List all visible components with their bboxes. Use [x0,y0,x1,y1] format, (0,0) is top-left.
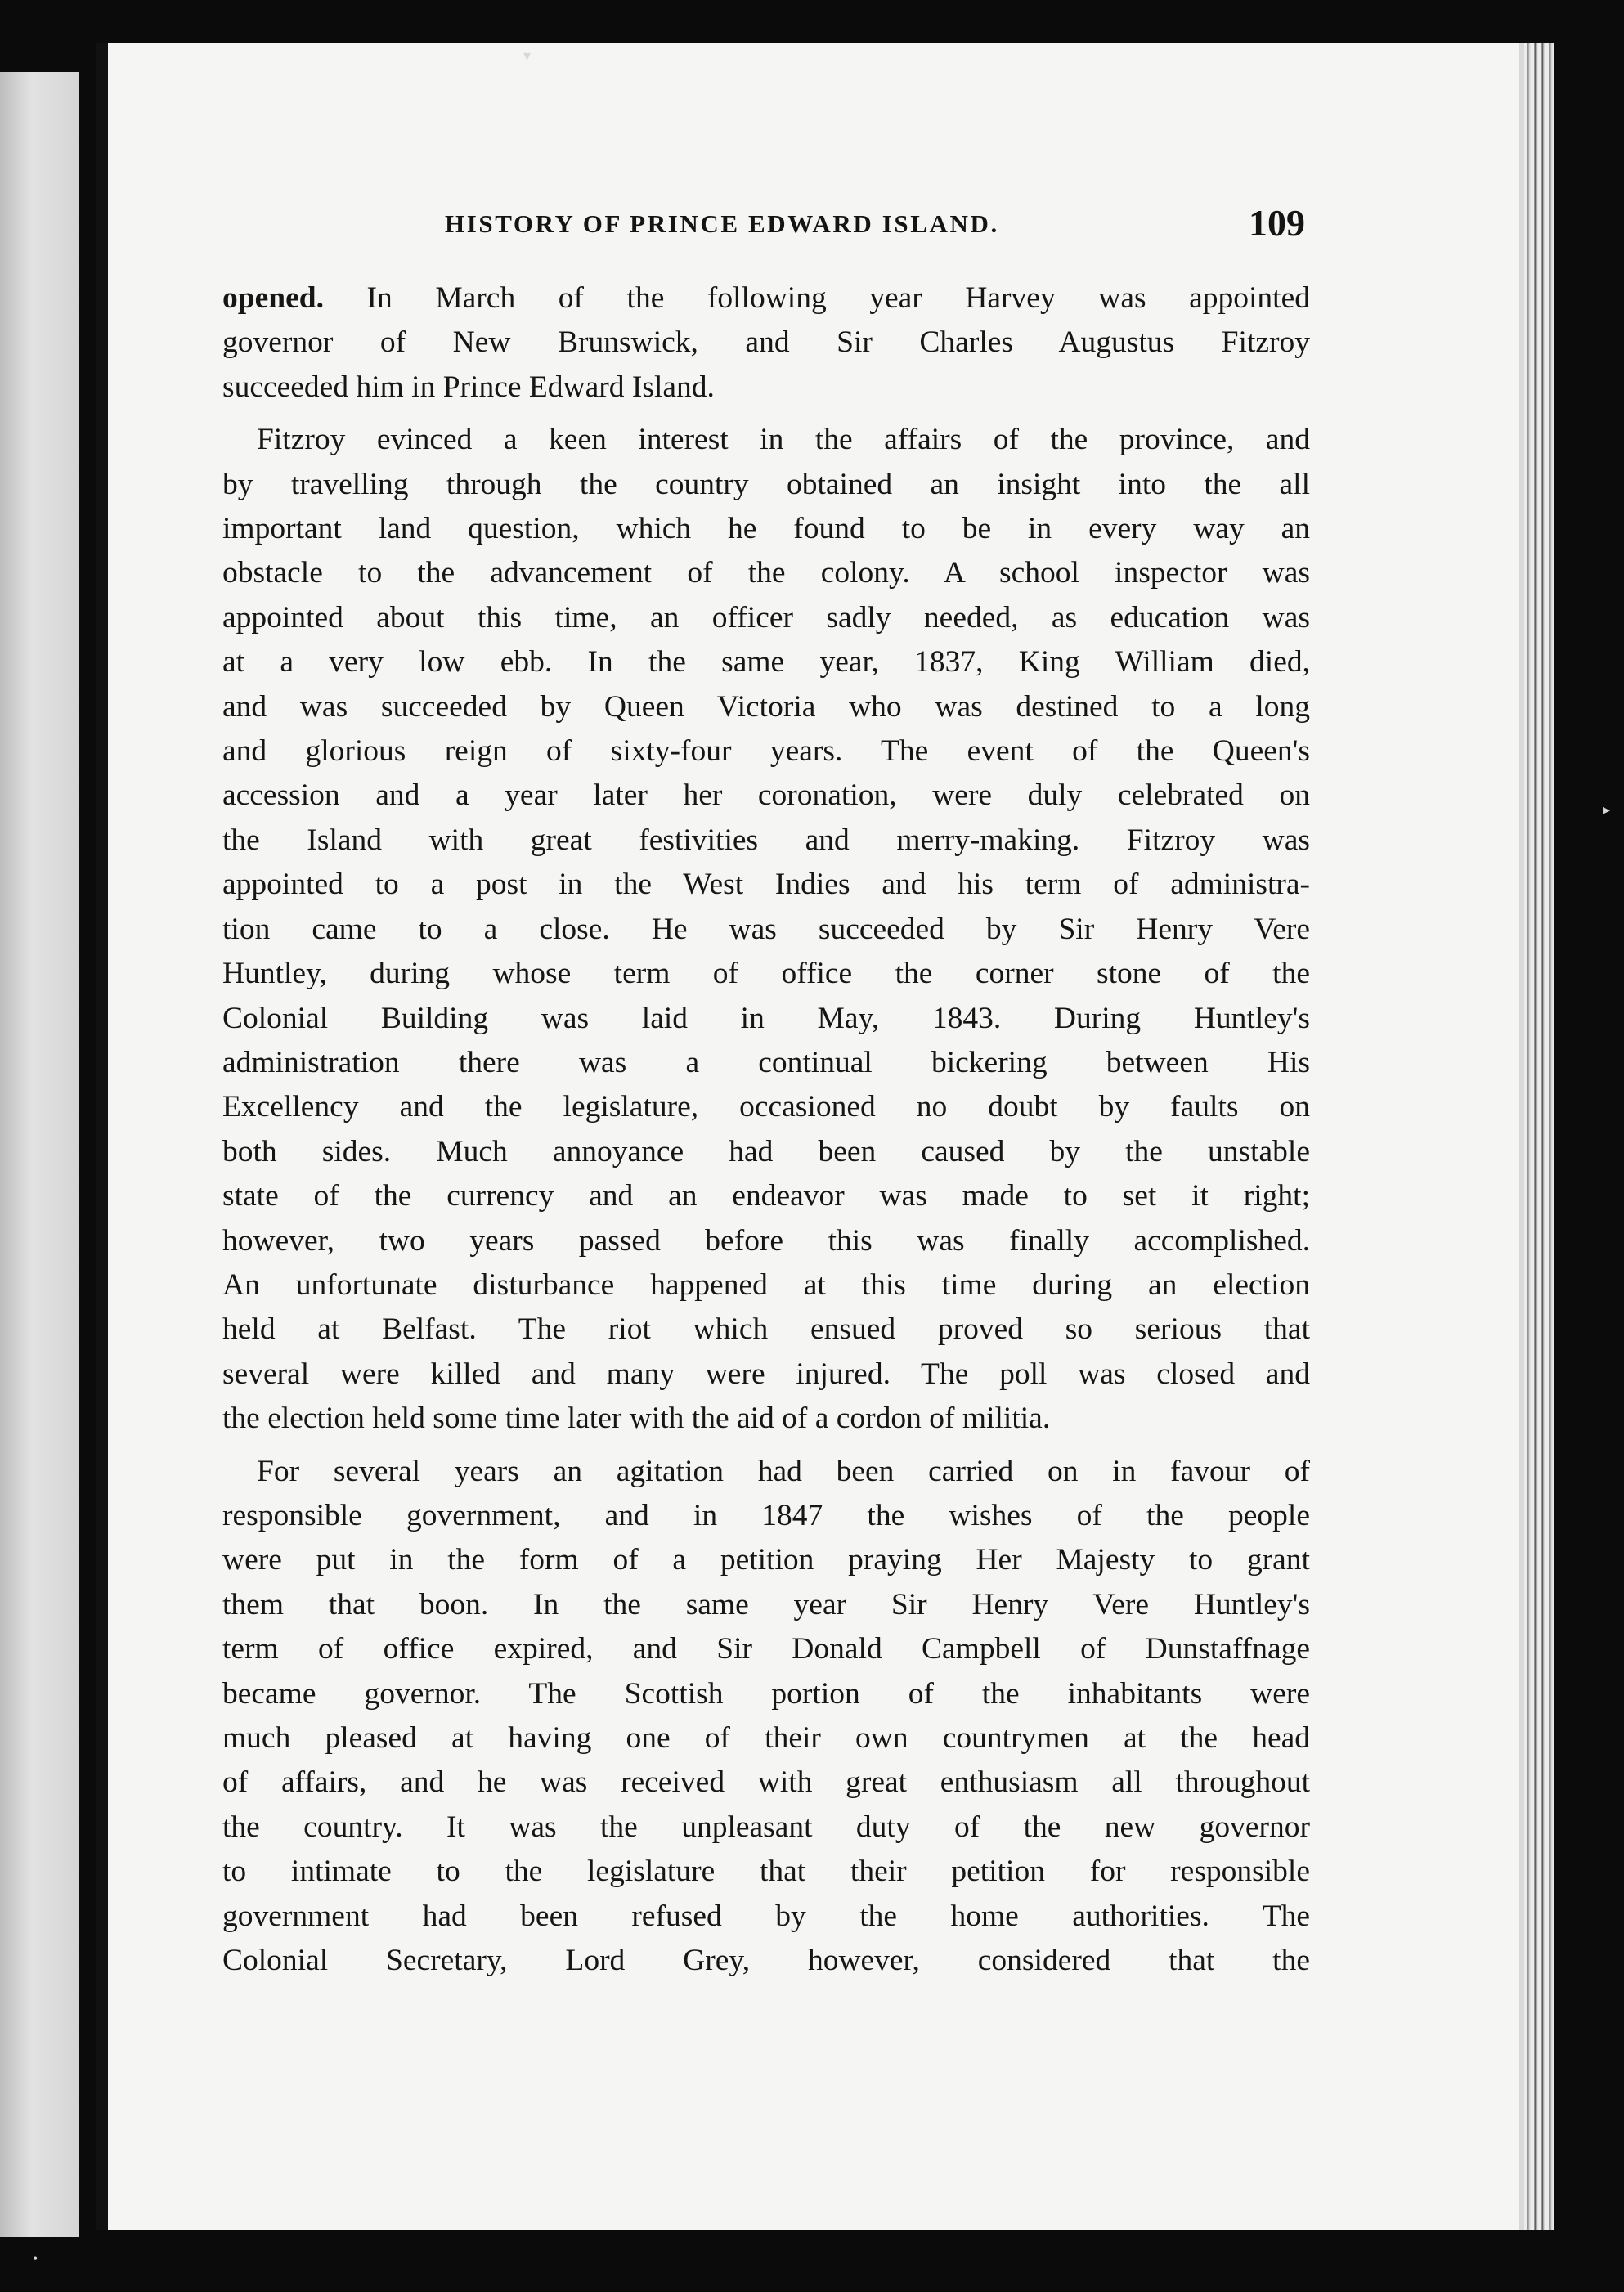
text-line: Fitzroy evinced a keen interest in the affairs of the province, and [257,423,1310,457]
page-stack-edge [1524,43,1554,2230]
text-line: several were killed and many were injured. The poll was closed and [222,1357,1310,1391]
text-line: appointed to a post in the West Indies and his term of administra- [222,868,1310,902]
text-line: For several years an agitation had been carried on in favour of [257,1454,1310,1488]
text-line-content: In March of the following year Harvey was appointed [323,281,1310,315]
continued-word: opened. [222,281,324,315]
running-head-title: HISTORY OF PRINCE EDWARD ISLAND. [445,209,999,238]
text-line: accession and a year later her coronation, were duly celebrated on [222,778,1310,813]
text-line: obstacle to the advancement of the colony. A school inspector was [222,556,1310,590]
scan-speck: ▾ [523,47,532,64]
text-line: them that boon. In the same year Sir Henry Vere Huntley's [222,1587,1310,1621]
page-number: 109 [1249,202,1305,244]
text-line: state of the currency and an endeavor was made to set it right; [222,1179,1310,1213]
text-line: however, two years passed before this was finally accomplished. [222,1223,1310,1258]
body-text [222,276,1310,1983]
text-line: Colonial Secretary, Lord Grey, however, considered that the [222,1944,1310,1978]
text-line: held at Belfast. The riot which ensued proved so serious that [222,1312,1310,1347]
text-line: term of office expired, and Sir Donald Campbell of Dunstaffnage [222,1632,1310,1666]
text-line: governor of New Brunswick, and Sir Charles Augustus Fitzroy [222,325,1310,360]
facing-page-edge [0,72,79,2237]
text-line: appointed about this time, an officer sadly needed, as education was [222,600,1310,635]
paragraph-1 [222,276,1310,410]
text-line: at a very low ebb. In the same year, 1837, King William died, [222,645,1310,680]
paragraph-2 [222,418,1310,1441]
text-line: administration there was a continual bickering between His [222,1045,1310,1079]
scan-speck: • [33,2250,38,2267]
text-line [222,276,1310,321]
running-head [445,201,1305,250]
scan-speck: ▸ [1603,801,1611,818]
text-line: and was succeeded by Queen Victoria who was destined to a long [222,689,1310,724]
text-line: Excellency and the legislature, occasioned no doubt by faults on [222,1090,1310,1124]
paragraph-3 [222,1450,1310,1984]
text-line: the country. It was the unpleasant duty of the new governor [222,1810,1310,1844]
text-line: the election held some time later with the aid of a cordon of militia. [222,1402,1051,1436]
text-line: of affairs, and he was received with great enthusiasm all throughout [222,1765,1310,1800]
text-line: by travelling through the country obtained an insight into the all [222,467,1310,501]
text-line: the Island with great festivities and merry-making. Fitzroy was [222,823,1310,857]
text-line: government had been refused by the home authorities. The [222,1899,1310,1933]
text-line: much pleased at having one of their own countrymen at the head [222,1721,1310,1755]
text-line: tion came to a close. He was succeeded by Sir Henry Vere [222,912,1310,946]
text-line: important land question, which he found to be in every way an [222,512,1310,546]
text-line: were put in the form of a petition praying Her Majesty to grant [222,1543,1310,1577]
text-line: Colonial Building was laid in May, 1843. During Huntley's [222,1001,1310,1035]
text-line: An unfortunate disturbance happened at this time during an election [222,1267,1310,1302]
text-line: and glorious reign of sixty-four years. The event of the Queen's [222,734,1310,769]
text-line: responsible government, and in 1847 the wishes of the people [222,1498,1310,1532]
text-line: both sides. Much annoyance had been caused by the unstable [222,1134,1310,1168]
text-line: Huntley, during whose term of office the corner stone of the [222,957,1310,991]
text-line: to intimate to the legislature that their petition for responsible [222,1855,1310,1889]
text-line: succeeded him in Prince Edward Island. [222,370,715,404]
text-line: became governor. The Scottish portion of the inhabitants were [222,1676,1310,1711]
